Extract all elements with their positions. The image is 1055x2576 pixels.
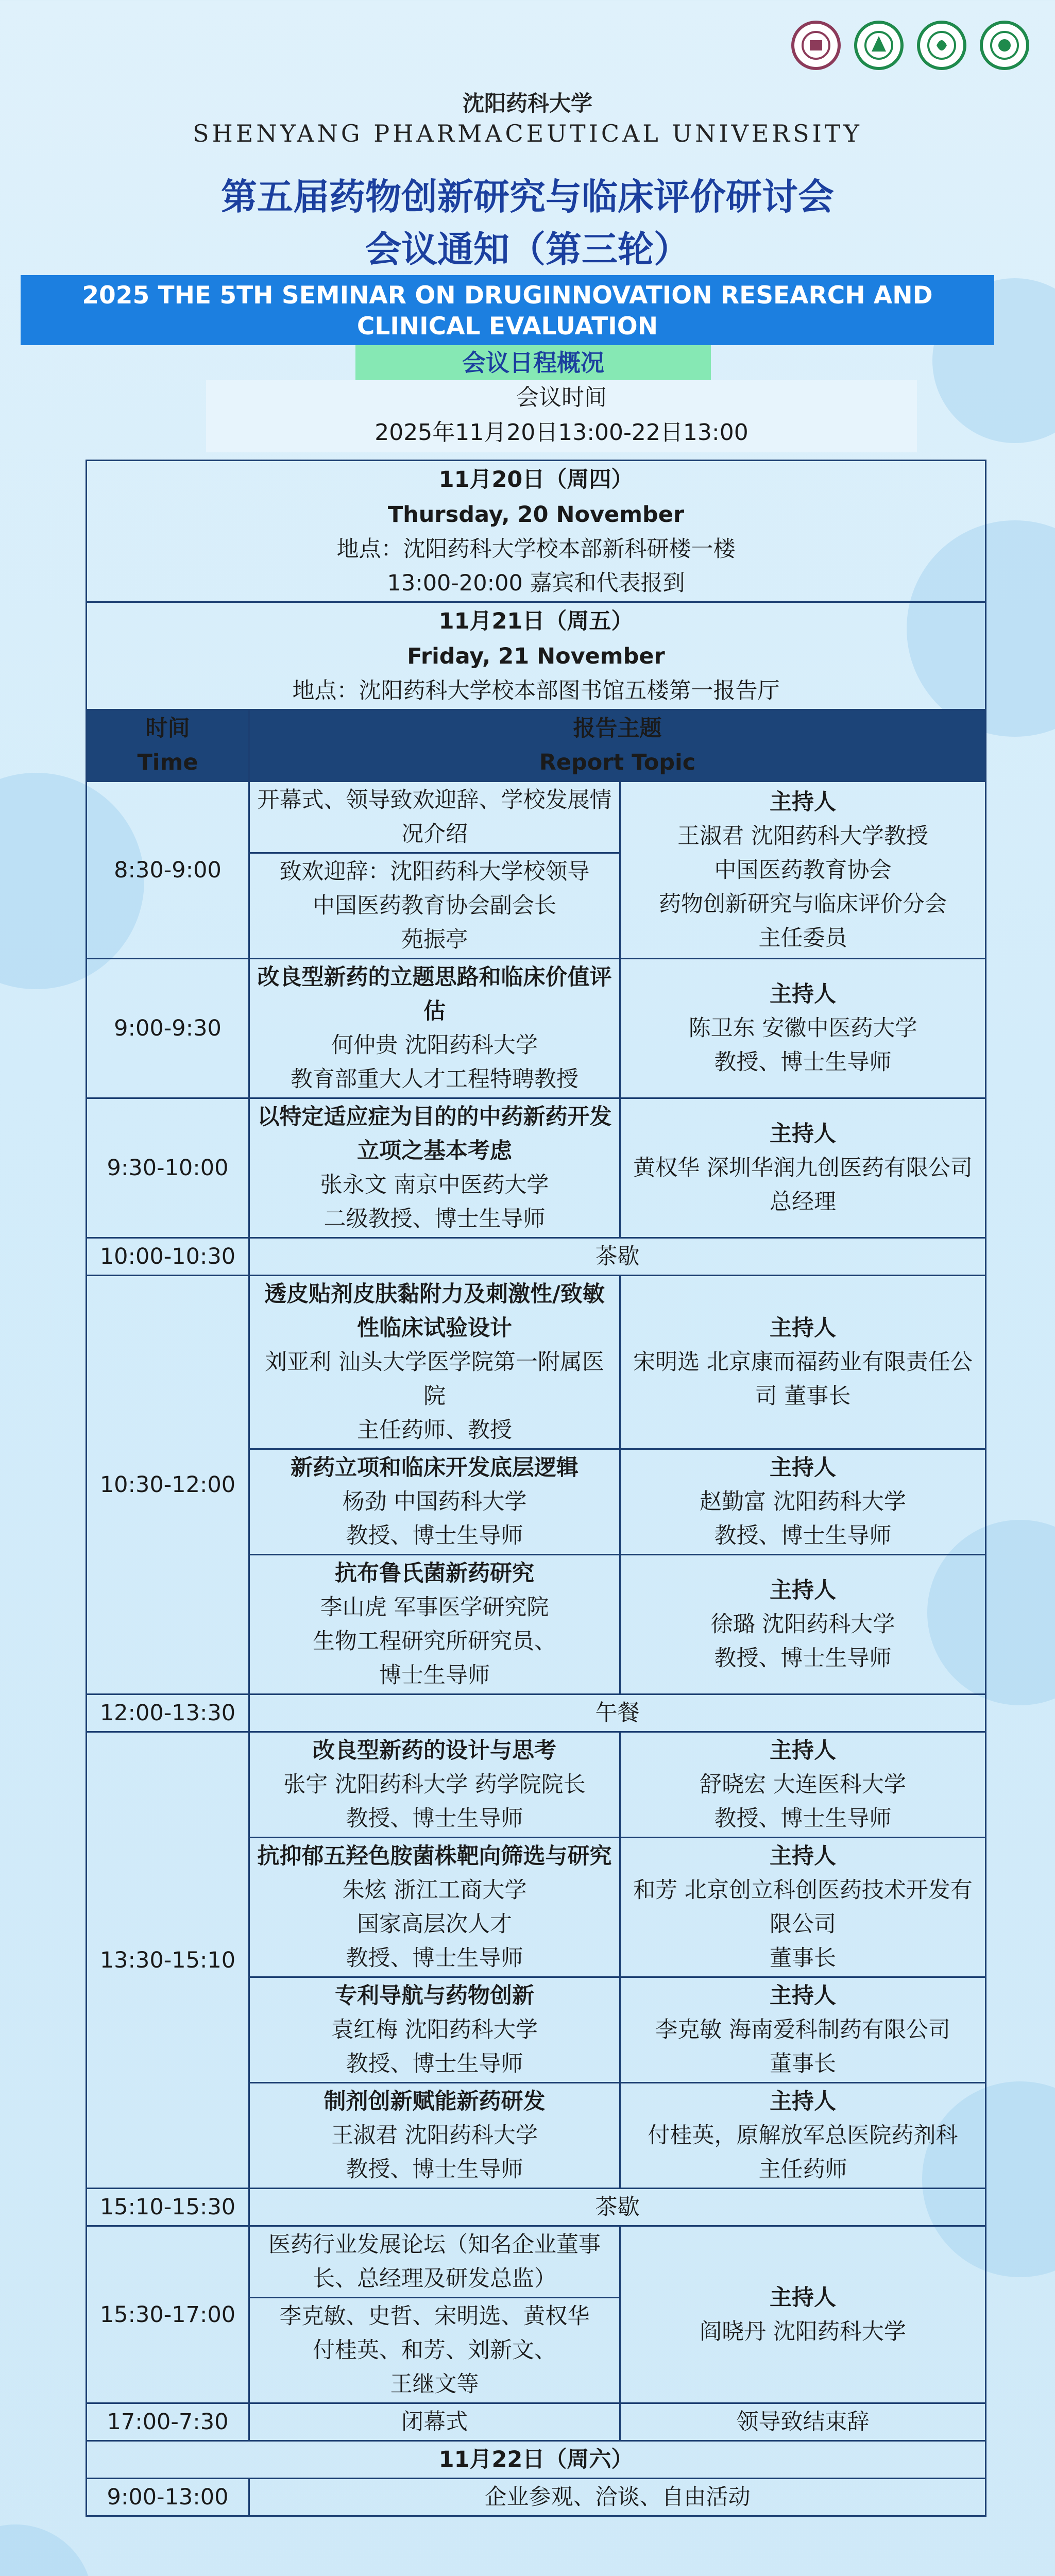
break-time: 15:10-15:30 [87,2189,249,2226]
session-time: 9:30-10:00 [87,1098,249,1238]
speaker-line: 中国医药教育协会副会长 [313,893,556,919]
talk-cell [249,1732,620,1838]
page-subtitle: 会议通知（第三轮） [365,228,690,270]
speaker-line: 教授、博士生导师 [346,1523,523,1549]
university-emblem-icon [791,21,841,70]
speaker-line: 李山虎 军事医学研究院 [320,1595,549,1620]
speaker-line: 博士生导师 [379,1663,490,1688]
day3-header-row [87,2441,986,2479]
speaker-line: 教授、博士生导师 [346,1806,523,1832]
meeting-time-range: 2025年11月20日13:00-22日13:00 [375,419,748,446]
speaker-line: 教授、博士生导师 [346,1945,523,1971]
break-label: 午餐 [249,1694,986,1732]
day1-note: 13:00-20:00 嘉宾和代表报到 [387,570,685,596]
day2-date-en: Friday, 21 November [407,643,665,669]
day1-cell [87,461,986,602]
day2-header-row [87,602,986,710]
day1-date-en: Thursday, 20 November [387,502,685,528]
speaker-line: 朱炫 浙江工商大学 [342,1877,527,1903]
host-line: 主任委员 [758,925,847,951]
english-title-banner: 2025 THE 5TH SEMINAR ON DRUGINNOVATION RESEARCH AND CLINICAL EVALUATION [21,275,994,345]
host-label: 主持人 [770,1455,836,1481]
welcome-speech-cell [249,853,620,959]
host-label: 主持人 [770,981,836,1007]
closing-label: 闭幕式 [249,2403,620,2441]
association-emblem-icon [917,21,966,70]
talk-cell [249,1098,620,1238]
closing-time: 17:00-7:30 [87,2403,249,2441]
host-line: 教授、博士生导师 [714,1049,892,1075]
talk-title: 抗抑郁五羟色胺菌株靶向筛选与研究 [257,1843,612,1869]
day2-cell [87,602,986,710]
day1-header-row [87,461,986,602]
talk-title: 专利导航与药物创新 [335,1983,534,2009]
session-time: 10:30-12:00 [87,1276,249,1694]
table-row [87,1732,986,1838]
speaker-line: 致欢迎辞：沈阳药科大学校领导 [279,859,590,885]
talk-cell [249,1838,620,1977]
host-line: 赵勤富 沈阳药科大学 [700,1489,906,1515]
talk-title: 抗布鲁氏菌新药研究 [335,1561,534,1586]
speaker-line: 生物工程研究所研究员、 [313,1629,556,1654]
host-cell [620,782,986,959]
day3-row [87,2479,986,2516]
break-time: 12:00-13:30 [87,1694,249,1732]
table-row [87,1098,986,1238]
host-cell [620,1276,986,1449]
host-cell [620,1732,986,1838]
panel-line: 王继文等 [390,2371,479,2397]
host-line: 董事长 [770,1945,836,1971]
break-time: 10:00-10:30 [87,1238,249,1276]
break-label: 茶歇 [249,1238,986,1276]
host-label: 主持人 [770,1315,836,1341]
day3-activity: 企业参观、洽谈、自由活动 [249,2479,986,2516]
break-row [87,1238,986,1276]
speaker-line: 张宇 沈阳药科大学 药学院院长 [283,1772,586,1798]
speaker-line: 国家高层次人才 [357,1911,512,1937]
time-column-header [87,710,249,782]
host-cell [620,1098,986,1238]
break-row [87,2189,986,2226]
host-label: 主持人 [770,2089,836,2114]
host-cell [620,2083,986,2189]
day3-time: 9:00-13:00 [87,2479,249,2516]
host-line: 黄权华 深圳华润九创医药有限公司 总经理 [633,1155,973,1215]
speaker-line: 教授、博士生导师 [346,2051,523,2077]
talk-cell [249,1276,620,1449]
talk-title: 以特定适应症为目的的中药新药开发立项之基本考虑 [257,1104,612,1164]
host-line: 宋明选 北京康而福药业有限责任公司 董事长 [633,1349,973,1409]
day3-date: 11月22日（周六） [87,2441,986,2479]
host-line: 主任药师 [758,2157,847,2182]
day1-date-cn: 11月20日（周四） [438,467,634,493]
host-line: 教授、博士生导师 [714,1646,892,1671]
host-label: 主持人 [770,1983,836,2009]
time-header-en: Time [137,750,198,775]
session-time: 15:30-17:00 [87,2226,249,2403]
host-cell [620,2226,986,2403]
host-line: 和芳 北京创立科创医药技术开发有限公司 [633,1877,973,1937]
opening-topic: 开幕式、领导致欢迎辞、学校发展情况介绍 [249,782,620,853]
schedule-table [86,460,986,2517]
time-header-cn: 时间 [145,716,190,741]
speaker-line: 二级教授、博士生导师 [324,1206,546,1232]
host-line: 陈卫东 安徽中医药大学 [688,1015,917,1041]
host-line: 药物创新研究与临床评价分会 [659,891,947,917]
host-label: 主持人 [770,1738,836,1764]
talk-title: 改良型新药的设计与思考 [313,1738,556,1764]
column-header-row [87,710,986,782]
host-cell [620,1449,986,1555]
forum-topic: 医药行业发展论坛（知名企业董事长、总经理及研发总监） [249,2226,620,2298]
host-line: 中国医药教育协会 [714,857,892,883]
host-line: 付桂英，原解放军总医院药剂科 [648,2123,958,2148]
host-line: 教授、博士生导师 [714,1806,892,1832]
green-seal-icon [980,21,1029,70]
talk-cell [249,1449,620,1555]
talk-title: 新药立项和临床开发底层逻辑 [291,1455,578,1481]
speaker-line: 教授、博士生导师 [346,2157,523,2182]
host-cell [620,1977,986,2083]
talk-cell [249,2083,620,2189]
speaker-line: 张永文 南京中医药大学 [320,1172,549,1198]
host-label: 主持人 [770,1578,836,1603]
meeting-time-box [206,380,917,452]
panel-line: 李克敏、史哲、宋明选、黄权华 [279,2303,590,2329]
panel-line: 付桂英、和芳、刘新文、 [313,2337,556,2363]
host-label: 主持人 [770,789,836,815]
host-line: 舒晓宏 大连医科大学 [700,1772,906,1798]
speaker-line: 王淑君 沈阳药科大学 [331,2123,538,2148]
talk-cell [249,1555,620,1694]
panel-cell [249,2298,620,2403]
table-row [87,959,986,1098]
host-line: 阎晓丹 沈阳药科大学 [700,2318,906,2345]
page-title: 第五届药物创新研究与临床评价研讨会 [221,176,834,218]
session-time: 9:00-9:30 [87,959,249,1098]
host-line: 董事长 [770,2051,836,2077]
logo-row [791,21,1029,70]
closing-row [87,2403,986,2441]
host-line: 王淑君 沈阳药科大学教授 [677,823,928,849]
break-label: 茶歇 [249,2189,986,2226]
closing-speech: 领导致结束辞 [620,2403,986,2441]
meeting-time-label: 会议时间 [516,384,607,411]
day2-location: 地点：沈阳药科大学校本部图书馆五楼第一报告厅 [292,678,780,704]
host-line: 李克敏 海南爱科制药有限公司 [655,2017,950,2043]
session-time: 8:30-9:00 [87,782,249,959]
speaker-line: 刘亚利 汕头大学医学院第一附属医院 [265,1349,604,1409]
university-name-cn: 沈阳药科大学 [462,91,592,116]
talk-title: 透皮贴剂皮肤黏附力及刺激性/致敏性临床试验设计 [264,1281,605,1341]
session-time: 13:30-15:10 [87,1732,249,2189]
table-row [87,2226,986,2298]
speaker-line: 苑振亭 [401,927,468,953]
topic-header-en: Report Topic [539,750,696,775]
host-line: 徐璐 沈阳药科大学 [710,1612,895,1637]
host-cell [620,1838,986,1977]
talk-cell [249,1977,620,2083]
speaker-line: 教育部重大人才工程特聘教授 [291,1066,578,1092]
host-label: 主持人 [770,2284,836,2311]
host-cell [620,1555,986,1694]
day2-date-cn: 11月21日（周五） [438,608,634,634]
talk-cell [249,959,620,1098]
speaker-line: 杨劲 中国药科大学 [342,1489,527,1515]
talk-title: 改良型新药的立题思路和临床价值评估 [257,964,612,1024]
topic-column-header [249,710,986,782]
speaker-line: 何仲贵 沈阳药科大学 [331,1032,538,1058]
host-cell [620,959,986,1098]
decor-bubble [0,2524,93,2576]
talk-title: 制剂创新赋能新药研发 [324,2089,546,2114]
host-label: 主持人 [770,1121,836,1147]
topic-header-cn: 报告主题 [573,716,662,741]
host-label: 主持人 [770,1843,836,1869]
break-row [87,1694,986,1732]
university-name-en: SHENYANG PHARMACEUTICAL UNIVERSITY [193,120,862,147]
speaker-line: 主任药师、教授 [357,1417,512,1443]
day1-location: 地点：沈阳药科大学校本部新科研楼一楼 [336,536,736,562]
table-row [87,1276,986,1449]
section-heading: 会议日程概况 [355,345,711,380]
green-emblem-icon [854,21,904,70]
speaker-line: 袁红梅 沈阳药科大学 [331,2017,538,2043]
host-line: 教授、博士生导师 [714,1523,892,1549]
table-row [87,782,986,853]
